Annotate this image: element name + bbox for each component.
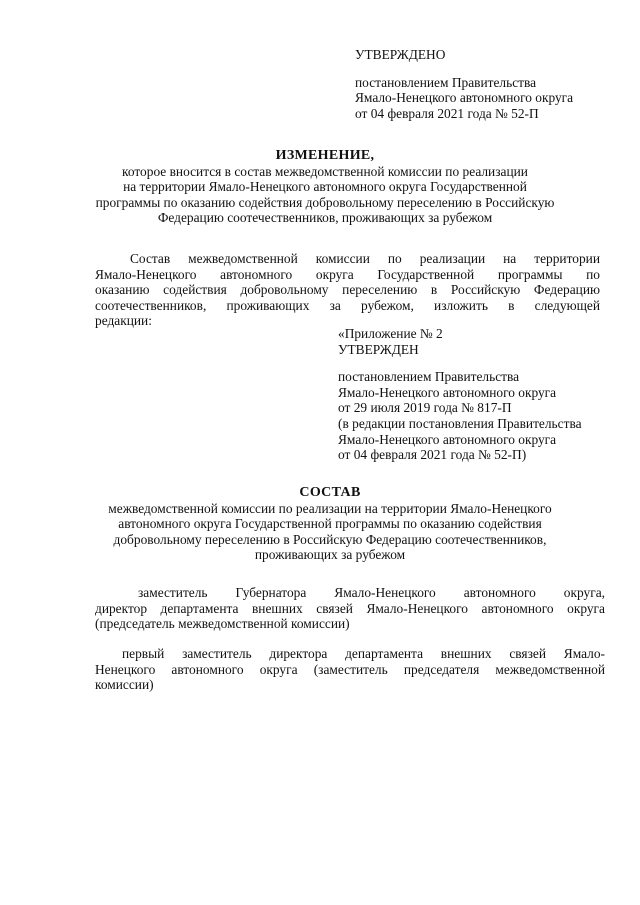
appendix-line: «Приложение № 2 [338,326,443,341]
change-title-line: на территории Ямало-Ненецкого автономного округа Государственной [123,179,527,195]
change-title-block [90,148,560,226]
appendix-line: от 04 февраля 2021 года № 52-П) [338,447,527,463]
approval-line: постановлением Правительства [355,74,537,90]
intro-line: оказанию содействия добровольному переселению в Российскую Федерацию [95,282,600,298]
approval-heading: УТВЕРЖДЕНО [355,47,446,62]
appendix-line: от 29 июля 2019 года № 817-П [338,400,512,416]
intro-line: Ямало-Ненецкого автономного округа Государственной программы по [95,266,600,282]
intro-paragraph [95,251,600,329]
member-entry [95,585,605,632]
change-title-heading: ИЗМЕНЕНИЕ, [275,148,375,163]
appendix-line: Ямало-Ненецкого автономного округа [338,384,557,400]
member-entry [95,646,605,693]
member-line: первый заместитель директора департамента внешних связей Ямало- [122,646,605,661]
approval-block [355,47,573,121]
composition-line: проживающих за рубежом [254,547,406,563]
approval-line: Ямало-Ненецкого автономного округа [355,90,574,106]
appendix-line: Ямало-Ненецкого автономного округа [338,431,557,447]
appendix-heading: УТВЕРЖДЕН [338,341,419,357]
appendix-line: постановлением Правительства [338,369,520,385]
intro-line: Состав межведомственной комиссии по реализации на территории [130,251,600,266]
composition-heading: СОСТАВ [299,485,361,500]
change-title-line: которое вносится в состав межведомственной комиссии по реализации [122,163,528,179]
change-title-line: Федерацию соотечественников, проживающих за рубежом [157,210,493,226]
intro-line: соотечественников, проживающих за рубежом, изложить в следующей [95,297,600,313]
member-line: комиссии) [95,677,154,693]
composition-line: добровольному переселению в Российскую Федерацию соотечественников, [113,531,547,547]
member-line: Ненецкого автономного округа (заместитель председателя межведомственной [95,661,605,677]
composition-line: межведомственной комиссии по реализации на территории Ямало-Ненецкого [108,500,552,516]
composition-line: автономного округа Государственной программы по оказанию содействия [118,516,542,532]
member-line: директор департамента внешних связей Ямало-Ненецкого автономного округа [95,600,605,616]
change-title-line: программы по оказанию содействия добровольному переселению в Российскую [95,194,555,210]
member-line: заместитель Губернатора Ямало-Ненецкого автономного округа, [138,585,605,600]
member-line: (председатель межведомственной комиссии) [95,616,350,632]
appendix-block [338,326,582,463]
appendix-line: (в редакции постановления Правительства [338,415,582,431]
composition-block [80,485,580,563]
approval-line: от 04 февраля 2021 года № 52-П [355,105,539,121]
intro-line: редакции: [95,313,152,329]
